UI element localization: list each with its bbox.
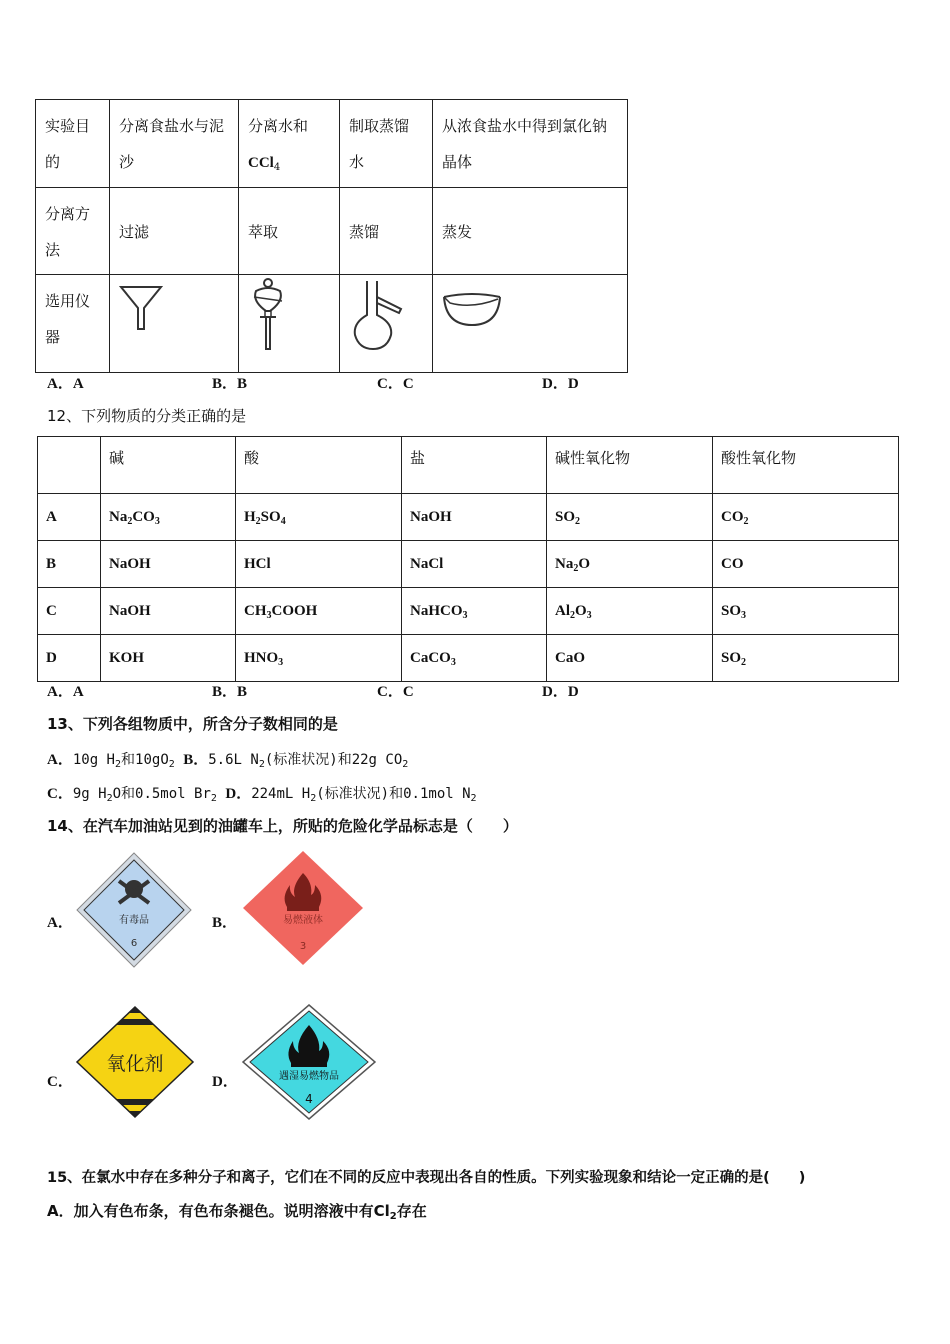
q15-option-a[interactable]: A．加入有色布条，有色布条褪色。说明溶液中有$Cl_2$存在 <box>47 1202 427 1222</box>
cell-acid: $CH_3COOH$ <box>236 588 402 635</box>
q13-options-row-1: A．10g $H_2$和$10gO_2$ B．5.6L $N_2$(标准状况)和22g $CO_2$ <box>47 752 409 770</box>
q14-label-b[interactable]: B． <box>212 915 238 931</box>
q15-stem: 15、在氯水中存在多种分子和离子，它们在不同的反应中表现出各自的性质。下列实验现象和结论一定正确的是( ) <box>47 1170 806 1186</box>
purpose-cell-1: 分离食盐水与泥沙 <box>110 100 239 188</box>
instrument-separatory-funnel <box>239 275 340 373</box>
classification-table <box>37 436 899 682</box>
q11-option-c[interactable]: C．C <box>377 376 414 392</box>
cell-salt: NaHCO$_3$ <box>402 588 547 635</box>
instrument-distillation-flask <box>340 275 433 373</box>
cell-salt: NaOH <box>402 494 547 541</box>
instrument-evaporating-dish <box>433 275 628 373</box>
q13-stem: 13、下列各组物质中，所含分子数相同的是 <box>47 715 338 733</box>
toxic-sign-text: 有毒品 <box>119 915 149 926</box>
q12-option-d[interactable]: D．D <box>542 684 579 700</box>
header-salt: 盐 <box>402 437 547 494</box>
distillation-flask-icon <box>349 279 405 351</box>
cell-acid: HCl <box>236 541 402 588</box>
table-row <box>38 635 899 682</box>
dangerous-when-wet-number: 4 <box>305 1092 313 1106</box>
row-label: D <box>38 635 101 682</box>
q14-stem: 14、在汽车加油站见到的油罐车上，所贴的危险化学品标志是（ ） <box>47 817 518 835</box>
table-row <box>38 588 899 635</box>
flammable-liquid-text: 易燃液体 <box>283 915 323 926</box>
row-header-purpose: 实验目的 <box>36 100 110 188</box>
dangerous-when-wet-text: 遇湿易燃物品 <box>279 1071 339 1082</box>
row-header-method: 分离方法 <box>36 188 110 275</box>
table-row <box>38 494 899 541</box>
q13-option-d[interactable]: D． <box>225 786 252 802</box>
oxidizer-sign-icon[interactable] <box>75 1005 195 1119</box>
cell-acid-oxide: $CO_2$ <box>713 494 899 541</box>
q14-label-d[interactable]: D． <box>212 1074 238 1090</box>
method-cell-2: 萃取 <box>239 188 340 275</box>
cell-base: $Na_2CO_3$ <box>101 494 236 541</box>
evaporating-dish-icon <box>442 289 502 329</box>
q11-option-b[interactable]: B．B <box>212 376 248 392</box>
row-label: B <box>38 541 101 588</box>
q12-option-b[interactable]: B．B <box>212 684 248 700</box>
cell-base: NaOH <box>101 588 236 635</box>
cell-base: NaOH <box>101 541 236 588</box>
q12-option-a[interactable]: A．A <box>47 684 84 700</box>
q14-label-a[interactable]: A． <box>47 915 73 931</box>
cell-salt: CaCO$_3$ <box>402 635 547 682</box>
dangerous-when-wet-sign-icon[interactable] <box>241 1003 377 1121</box>
cell-salt: NaCl <box>402 541 547 588</box>
flammable-liquid-sign-icon[interactable] <box>243 851 363 966</box>
flammable-liquid-number: 3 <box>299 941 307 952</box>
q13-option-b[interactable]: B． <box>183 752 209 768</box>
separation-table <box>35 99 628 373</box>
row-label: A <box>38 494 101 541</box>
table-row <box>38 541 899 588</box>
cell-base: KOH <box>101 635 236 682</box>
cell-acid-oxide: $SO_3$ <box>713 588 899 635</box>
q12-stem: 12、下列物质的分类正确的是 <box>47 407 247 425</box>
row-header-instrument: 选用仪器 <box>36 275 110 373</box>
separatory-funnel-icon <box>248 277 288 353</box>
funnel-icon <box>119 283 163 333</box>
q13-option-a[interactable]: A． <box>47 752 73 768</box>
method-cell-3: 蒸馏 <box>340 188 433 275</box>
cell-basic-oxide: $Al_2O_3$ <box>547 588 713 635</box>
cell-basic-oxide: CaO <box>547 635 713 682</box>
toxic-sign-number: 6 <box>130 938 138 949</box>
q11-option-a[interactable]: A．A <box>47 376 84 392</box>
cell-acid: $HNO_3$ <box>236 635 402 682</box>
method-cell-1: 过滤 <box>110 188 239 275</box>
cell-basic-oxide: $SO_2$ <box>547 494 713 541</box>
q12-option-c[interactable]: C．C <box>377 684 414 700</box>
toxic-sign-icon[interactable] <box>75 851 193 969</box>
header-basic-oxide: 碱性氧化物 <box>547 437 713 494</box>
cell-acid-oxide: CO <box>713 541 899 588</box>
q13-options-row-2: C．9g $H_2O$和0.5mol $Br_2$ D．224mL $H_2$(标准状况)和0.1mol $N_2$ <box>47 786 477 804</box>
cell-acid: $H_2SO_4$ <box>236 494 402 541</box>
q11-option-d[interactable]: D．D <box>542 376 579 392</box>
cell-basic-oxide: $Na_2O$ <box>547 541 713 588</box>
row-label: C <box>38 588 101 635</box>
method-cell-4: 蒸发 <box>433 188 628 275</box>
oxidizer-sign-text: 氧化剂 <box>106 1053 164 1075</box>
instrument-funnel <box>110 275 239 373</box>
q14-label-c[interactable]: C． <box>47 1074 73 1090</box>
header-acid-oxide: 酸性氧化物 <box>713 437 899 494</box>
q13-option-c[interactable]: C． <box>47 786 73 802</box>
header-blank <box>38 437 101 494</box>
cell-acid-oxide: $SO_2$ <box>713 635 899 682</box>
purpose-cell-4: 从浓食盐水中得到氯化钠晶体 <box>433 100 628 188</box>
header-base: 碱 <box>101 437 236 494</box>
purpose-cell-2: 分离水和 CCl$_4$ <box>239 100 340 188</box>
purpose-cell-3: 制取蒸馏水 <box>340 100 433 188</box>
header-acid: 酸 <box>236 437 402 494</box>
